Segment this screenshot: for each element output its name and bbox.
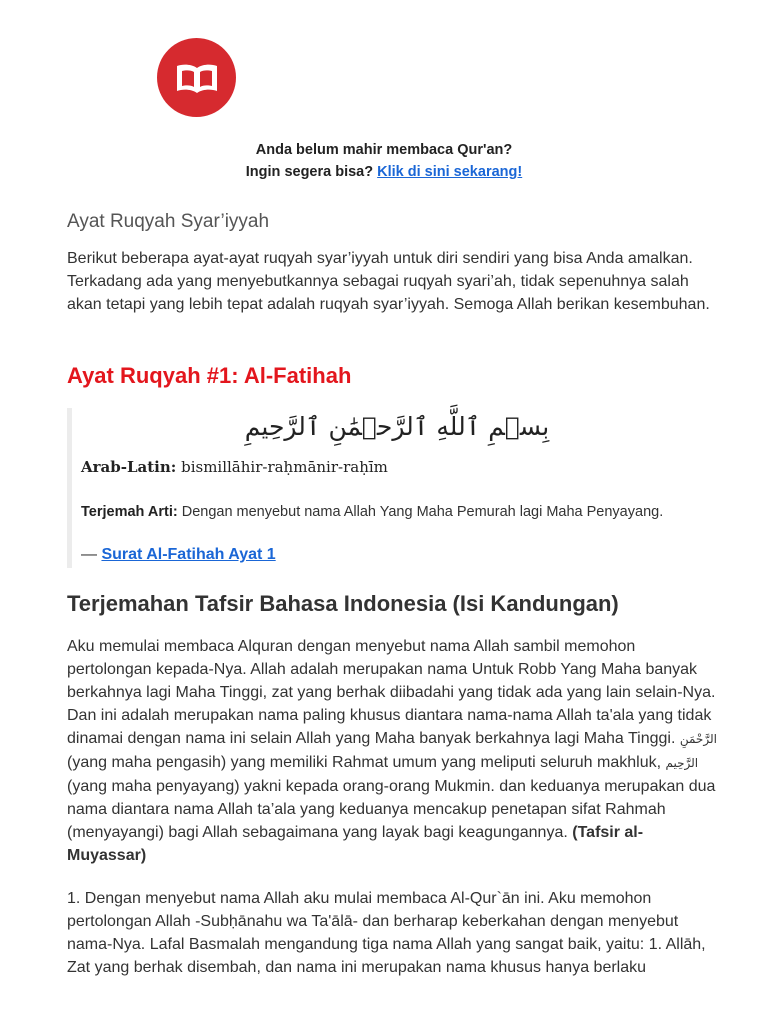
tafsir-text-3: (yang maha penyayang) yakni kepada orang-orang Mukmin. dan keduanya merupakan dua nama diantara nama Allah ta’ala yang keduanya mencakup penetapan sifat Rahmah (menyayangi) bagi Allah sebagaimana yang layak bagi keagungannya.	[67, 778, 716, 841]
promo-cta-text: Ingin segera bisa?	[245, 164, 374, 180]
translation-label: Terjemah Arti:	[81, 504, 178, 520]
intro-paragraph: Berikut beberapa ayat-ayat ruqyah syar’iyyah untuk diri sendiri yang bisa Anda amalkan. Terkadang ada yang menyebutkannya sebagai ruqyah syari’ah, tidak sepenuhnya salah akan tetapi yang lebih tepat adalah ruqyah syar’iyyah. Semoga Allah berikan kesembuhan.	[67, 250, 710, 313]
promo-question: Anda belum mahir membaca Qur'an?	[255, 142, 513, 158]
arabic-verse: بِسۡمِ ٱللَّهِ ٱلرَّحۡمَٰنِ ٱلرَّحِيمِ	[244, 412, 550, 441]
tafsir-paragraph-2: 1. Dengan menyebut nama Allah aku mulai membaca Al-Qur`ān ini. Aku memohon pertolongan Allah -Subḥānahu wa Ta'ālā- dan berharap keberkahan dengan menyebut nama-Nya. Lafal Basmalah mengandung tiga nama Allah yang sangat baik, yaitu: 1. Allāh, Zat yang berhak disembah, dan nama ini merupakan nama khusus hanya berlaku	[67, 890, 706, 976]
arabic-ar-rahman: الرَّحْمَنِ	[679, 732, 717, 746]
surah-link[interactable]: Surat Al-Fatihah Ayat 1	[101, 546, 276, 563]
verse-source	[81, 546, 276, 564]
tafsir-source: (Tafsir al-Muyassar)	[67, 824, 644, 864]
tafsir-text-1: Aku memulai membaca Alquran dengan menyebut nama Allah sambil memohon pertolongan kepada-Nya. Allah adalah merupakan nama Untuk Robb Yang Maha banyak berkahnya lagi Maha Tinggi, zat yang berhak diibadahi yang tidak ada yang lain selain-Nya. Dan ini adalah merupakan nama paling khusus diantara nama-nama Allah ta'ala yang tidak dinamai dengan nama ini selain Allah yang Maha banyak berkahnya lagi Maha Tinggi.	[67, 638, 716, 747]
logo[interactable]	[157, 38, 236, 117]
section-title: Ayat Ruqyah Syar’iyyah	[67, 211, 270, 232]
arab-latin-label: Arab-Latin:	[81, 458, 177, 476]
arab-latin	[81, 458, 388, 476]
source-dash: —	[81, 546, 97, 563]
open-book-icon	[174, 61, 220, 95]
tafsir-text-2: (yang maha pengasih) yang memiliki Rahmat umum yang meliputi seluruh makhluk,	[67, 754, 662, 771]
ayat-blockquote	[67, 408, 722, 568]
tafsir-heading: Terjemahan Tafsir Bahasa Indonesia (Isi Kandungan)	[67, 591, 619, 616]
arabic-ar-rahim: الرَّحِيم	[665, 756, 699, 770]
translation-text: Dengan menyebut nama Allah Yang Maha Pemurah lagi Maha Penyayang.	[181, 504, 664, 520]
translation	[81, 504, 663, 520]
arab-latin-text: bismillāhir-raḥmānir-raḥīm	[181, 458, 388, 476]
promo-cta	[0, 164, 768, 180]
promo-cta-link[interactable]: Klik di sini sekarang!	[377, 164, 523, 180]
tafsir-paragraph	[67, 635, 717, 867]
ayat-heading: Ayat Ruqyah #1: Al-Fatihah	[67, 363, 352, 388]
